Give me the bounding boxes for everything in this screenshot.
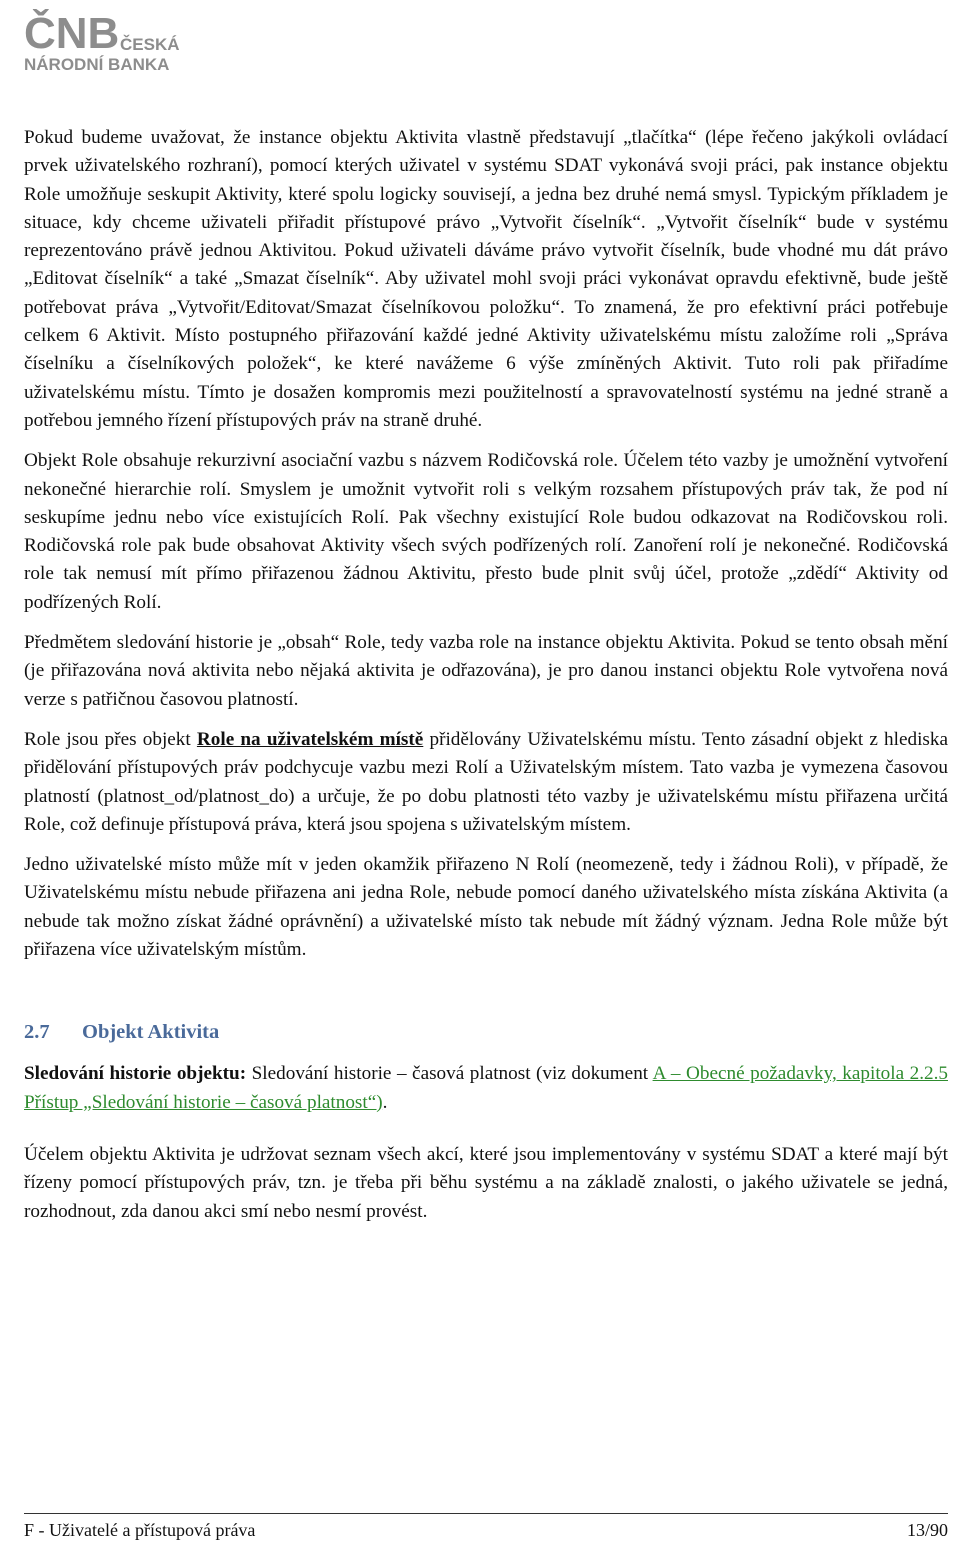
p4-pre: Role jsou přes objekt (24, 728, 197, 750)
paragraph-activity-purpose: Účelem objektu Aktivita je udržovat seznam všech akcí, které jsou implementovány v systému SDAT a které mají být řízeny pomocí přístupových práv, tzn. je třeba při běhu systému a na základě znalosti, o jakého uživatele se jedná, rozhodnout, zda danou akci smí nebo nesmí provést. (24, 1143, 948, 1222)
history-end: . (382, 1091, 388, 1113)
paragraph-history-tracking (24, 1060, 948, 1117)
paragraph-user-place: Jedno uživatelské místo může mít v jeden okamžik přiřazeno N Rolí (neomezeně, tedy i žádnou Roli), v případě, že Uživatelskému místu nebude přiřazena ani jedna Role, nebude pomocí daného uživatelského místa získána Aktivita (a nebude tak možno získat žádné oprávnění) a uživatelské místo tak nebude mít žádný význam. Jedna Role může být přiřazena více uživatelským místům. (24, 854, 948, 961)
logo-line2: NÁRODNÍ BANKA (24, 55, 170, 74)
footer-page-number: 13/90 (906, 1520, 948, 1540)
logo-line1: ČESKÁ (120, 35, 180, 54)
footer-divider (24, 1513, 948, 1514)
paragraph-role-assignment (24, 726, 948, 839)
section-heading (24, 1018, 948, 1046)
footer-document-title: F - Uživatelé a přístupová práva (24, 1520, 256, 1540)
page-content (24, 124, 948, 1226)
role-on-user-place-ref[interactable]: Role na uživatelském místě (196, 728, 424, 750)
paragraph-parent-role: Objekt Role obsahuje rekurzivní asociační vazbu s názvem Rodičovská role. Účelem této vazby je umožnění vytvoření nekonečné hierarchie rolí. Smyslem je umožnit vytvořit roli s velkým rozsahem přístupových práv tak, že pod ní seskupíme jednu nebo více existujících Rolí. Pak všechny existující Role budou odkazovat na Rodičovskou roli. Rodičovská role pak bude obsahovat Aktivity všech svých podřízených rolí. Zanoření rolí je nekonečné. Rodičovská role tak nemusí mít přímo přiřazenou žádnou Aktivitu, přesto bude plnit svůj účel, protože „zdědí“ Aktivity od podřízených Rolí. (24, 450, 948, 613)
section-title: Objekt Aktivita (82, 1021, 220, 1044)
history-label: Sledování historie objektu: (24, 1063, 247, 1085)
history-doc-link[interactable]: A – Obecné požadavky, kapitola 2.2.5 Přístup „Sledování historie – časová platnost“) (24, 1063, 948, 1113)
paragraph-history: Předmětem sledování historie je „obsah“ Role, tedy vazba role na instance objektu Aktivita. Pokud se tento obsah mění (je přiřazována nová aktivita nebo nějaká aktivita je odřazována), je pro danou instanci objektu Role vytvořena nová verze s patřičnou časovou platností. (24, 632, 948, 710)
section-number: 2.7 (24, 1021, 50, 1044)
cnb-logo (24, 4, 224, 74)
p4-post: přidělovány Uživatelskému místu. Tento zásadní objekt z hlediska přidělování přístupových práv podchycuje vazbu mezi Rolí a Uživatelským místem. Tato vazba je vymezena časovou platností (platnost_od/platnost_do) a určuje, že po dobu platnosti této vazby je uživatelskému místu přiřazena určitá Role, což definuje přístupová práva, která jsou spojena s uživatelským místem. (24, 728, 948, 835)
history-text: Sledování historie – časová platnost (viz dokument (246, 1063, 653, 1085)
paragraph-roles-intro: Pokud budeme uvažovat, že instance objektu Aktivita vlastně představují „tlačítka“ (lépe řečeno jakýkoli ovládací prvek uživatelského rozhraní), pomocí kterých uživatel v systému SDAT vykonává svoji práci, pak instance objektu Role umožňuje seskupit Aktivity, které spolu logicky souvisejí, a jedna bez druhé nemá smysl. Typickým příkladem je situace, kdy chceme uživateli přiřadit přístupové právo „Vytvořit číselník“. „Vytvořit číselník“ bude v systému reprezentováno právě jednou Aktivitou. Pokud uživateli dáváme právo vytvořit číselník, bude vhodné mu dát právo „Editovat číselník“ a také „Smazat číselník“. Aby uživatel mohl svoji práci vykonávat opravdu efektivně, bude ještě potřebovat práva „Vytvořit/Editovat/Smazat číselníkovou položku“. To znamená, že pro efektivní práci potřebuje celkem 6 Aktivit. Místo postupného přiřazování každé jedné Aktivity uživatelskému místu založíme roli „Správa číselníku a číselníkových položek“, ke které navážeme 6 výše zmíněných Aktivit. Tuto roli pak přiřadíme uživatelskému místu. Tímto je dosažen kompromis mezi použitelností a spravovatelností systému na jedné straně a potřebou jemného řízení přístupových práv na straně druhé. (24, 127, 948, 431)
page-footer (24, 1520, 948, 1541)
logo-mark: ČNB (24, 9, 120, 58)
